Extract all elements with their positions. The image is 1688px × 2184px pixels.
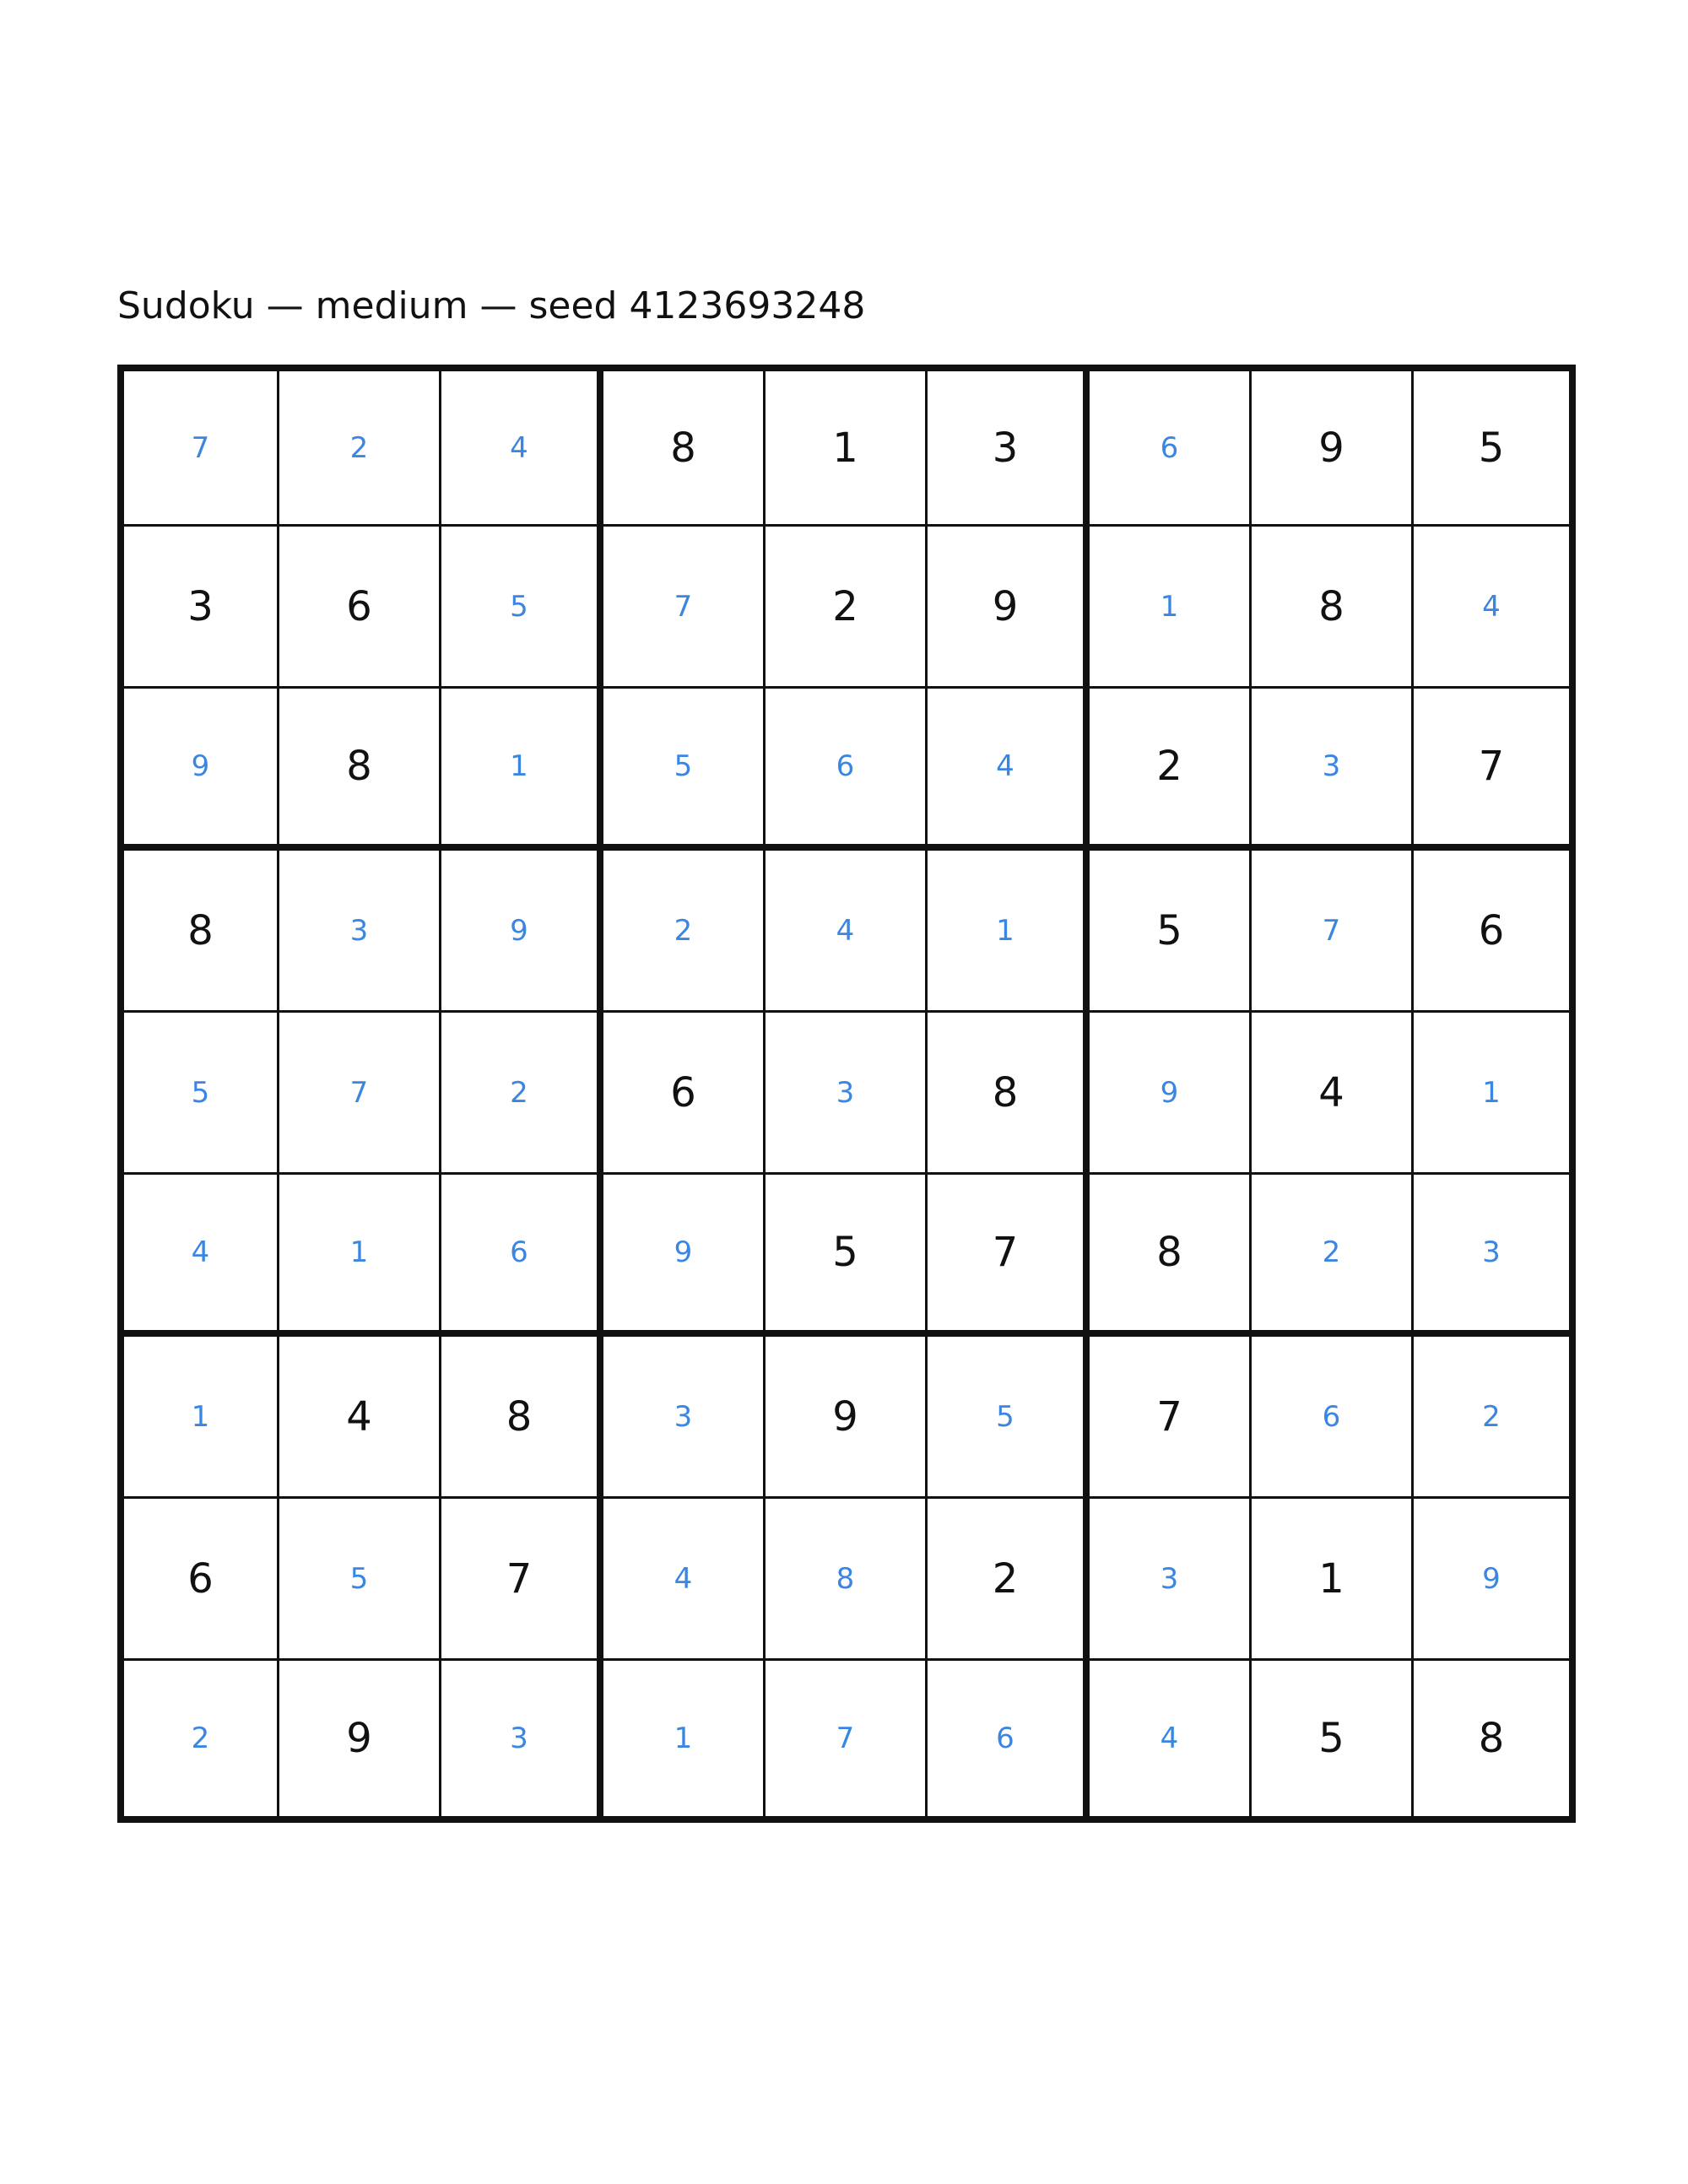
filled-cell-r4c6[interactable]: 1 [928, 851, 1090, 1013]
given-cell-r7c5[interactable]: 9 [766, 1337, 928, 1499]
filled-cell-r1c7[interactable]: 6 [1090, 365, 1252, 527]
filled-cell-r6c1[interactable]: 4 [117, 1175, 279, 1337]
filled-cell-r1c1[interactable]: 7 [117, 365, 279, 527]
filled-cell-r8c5[interactable]: 8 [766, 1499, 928, 1661]
given-cell-r7c7[interactable]: 7 [1090, 1337, 1252, 1499]
given-cell-r4c9[interactable]: 6 [1414, 851, 1576, 1013]
filled-cell-r7c8[interactable]: 6 [1252, 1337, 1414, 1499]
given-cell-r7c2[interactable]: 4 [279, 1337, 441, 1499]
given-cell-r3c9[interactable]: 7 [1414, 689, 1576, 851]
given-cell-r2c6[interactable]: 9 [928, 527, 1090, 689]
filled-cell-r5c5[interactable]: 3 [766, 1013, 928, 1175]
filled-cell-r1c2[interactable]: 2 [279, 365, 441, 527]
filled-cell-r9c3[interactable]: 3 [441, 1661, 603, 1823]
filled-cell-r7c1[interactable]: 1 [117, 1337, 279, 1499]
filled-cell-r2c7[interactable]: 1 [1090, 527, 1252, 689]
given-cell-r3c7[interactable]: 2 [1090, 689, 1252, 851]
filled-cell-r9c1[interactable]: 2 [117, 1661, 279, 1823]
given-cell-r6c5[interactable]: 5 [766, 1175, 928, 1337]
given-cell-r9c2[interactable]: 9 [279, 1661, 441, 1823]
filled-cell-r1c3[interactable]: 4 [441, 365, 603, 527]
given-cell-r1c6[interactable]: 3 [928, 365, 1090, 527]
filled-cell-r4c2[interactable]: 3 [279, 851, 441, 1013]
filled-cell-r8c9[interactable]: 9 [1414, 1499, 1576, 1661]
puzzle-title: Sudoku — medium — seed 4123693248 [117, 284, 866, 327]
filled-cell-r4c5[interactable]: 4 [766, 851, 928, 1013]
filled-cell-r2c9[interactable]: 4 [1414, 527, 1576, 689]
filled-cell-r8c4[interactable]: 4 [603, 1499, 766, 1661]
filled-cell-r7c4[interactable]: 3 [603, 1337, 766, 1499]
filled-cell-r9c6[interactable]: 6 [928, 1661, 1090, 1823]
filled-cell-r8c2[interactable]: 5 [279, 1499, 441, 1661]
given-cell-r4c1[interactable]: 8 [117, 851, 279, 1013]
filled-cell-r4c3[interactable]: 9 [441, 851, 603, 1013]
given-cell-r8c8[interactable]: 1 [1252, 1499, 1414, 1661]
filled-cell-r6c2[interactable]: 1 [279, 1175, 441, 1337]
filled-cell-r7c9[interactable]: 2 [1414, 1337, 1576, 1499]
filled-cell-r3c5[interactable]: 6 [766, 689, 928, 851]
given-cell-r8c6[interactable]: 2 [928, 1499, 1090, 1661]
filled-cell-r4c4[interactable]: 2 [603, 851, 766, 1013]
filled-cell-r3c6[interactable]: 4 [928, 689, 1090, 851]
given-cell-r2c8[interactable]: 8 [1252, 527, 1414, 689]
given-cell-r6c7[interactable]: 8 [1090, 1175, 1252, 1337]
filled-cell-r6c8[interactable]: 2 [1252, 1175, 1414, 1337]
given-cell-r9c8[interactable]: 5 [1252, 1661, 1414, 1823]
given-cell-r2c2[interactable]: 6 [279, 527, 441, 689]
filled-cell-r2c3[interactable]: 5 [441, 527, 603, 689]
given-cell-r2c1[interactable]: 3 [117, 527, 279, 689]
given-cell-r7c3[interactable]: 8 [441, 1337, 603, 1499]
given-cell-r8c1[interactable]: 6 [117, 1499, 279, 1661]
filled-cell-r6c4[interactable]: 9 [603, 1175, 766, 1337]
filled-cell-r8c7[interactable]: 3 [1090, 1499, 1252, 1661]
filled-cell-r5c7[interactable]: 9 [1090, 1013, 1252, 1175]
given-cell-r2c5[interactable]: 2 [766, 527, 928, 689]
filled-cell-r5c1[interactable]: 5 [117, 1013, 279, 1175]
given-cell-r5c4[interactable]: 6 [603, 1013, 766, 1175]
given-cell-r3c2[interactable]: 8 [279, 689, 441, 851]
filled-cell-r5c9[interactable]: 1 [1414, 1013, 1576, 1175]
given-cell-r5c8[interactable]: 4 [1252, 1013, 1414, 1175]
filled-cell-r3c8[interactable]: 3 [1252, 689, 1414, 851]
filled-cell-r3c4[interactable]: 5 [603, 689, 766, 851]
filled-cell-r9c7[interactable]: 4 [1090, 1661, 1252, 1823]
filled-cell-r5c3[interactable]: 2 [441, 1013, 603, 1175]
given-cell-r5c6[interactable]: 8 [928, 1013, 1090, 1175]
given-cell-r8c3[interactable]: 7 [441, 1499, 603, 1661]
filled-cell-r3c3[interactable]: 1 [441, 689, 603, 851]
filled-cell-r7c6[interactable]: 5 [928, 1337, 1090, 1499]
filled-cell-r6c9[interactable]: 3 [1414, 1175, 1576, 1337]
filled-cell-r9c4[interactable]: 1 [603, 1661, 766, 1823]
filled-cell-r2c4[interactable]: 7 [603, 527, 766, 689]
given-cell-r1c5[interactable]: 1 [766, 365, 928, 527]
given-cell-r6c6[interactable]: 7 [928, 1175, 1090, 1337]
given-cell-r1c4[interactable]: 8 [603, 365, 766, 527]
given-cell-r1c8[interactable]: 9 [1252, 365, 1414, 527]
filled-cell-r3c1[interactable]: 9 [117, 689, 279, 851]
sudoku-board [117, 365, 1576, 1823]
filled-cell-r6c3[interactable]: 6 [441, 1175, 603, 1337]
given-cell-r9c9[interactable]: 8 [1414, 1661, 1576, 1823]
filled-cell-r9c5[interactable]: 7 [766, 1661, 928, 1823]
filled-cell-r5c2[interactable]: 7 [279, 1013, 441, 1175]
given-cell-r1c9[interactable]: 5 [1414, 365, 1576, 527]
given-cell-r4c7[interactable]: 5 [1090, 851, 1252, 1013]
filled-cell-r4c8[interactable]: 7 [1252, 851, 1414, 1013]
